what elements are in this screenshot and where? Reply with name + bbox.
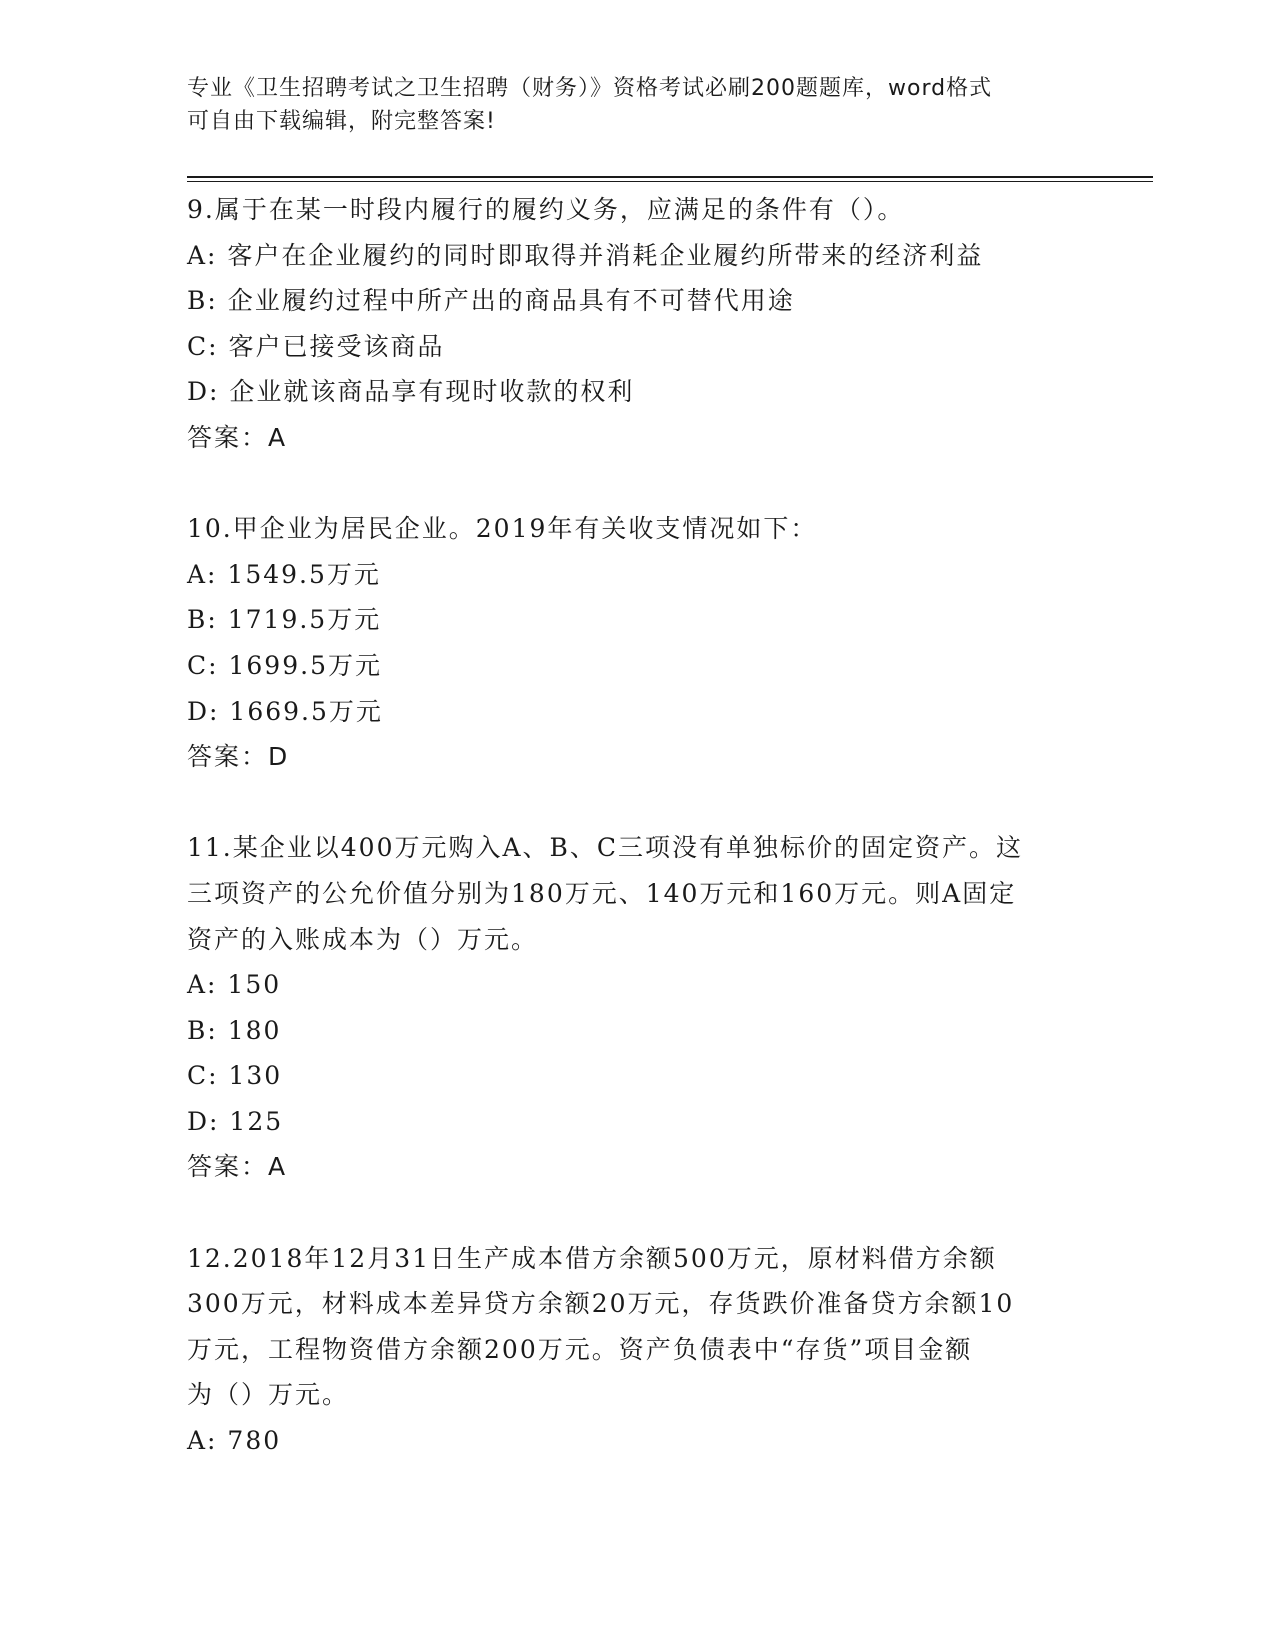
question-stem: 10.甲企业为居民企业。2019年有关收支情况如下： (187, 514, 818, 544)
option-d: D: 1669.5万元 (187, 696, 383, 726)
answer-label: 答案：A (187, 422, 288, 452)
header-line-2: 可自由下载编辑，附完整答案! (187, 109, 496, 134)
question-stem-line: 12.2018年12月31日生产成本借方余额500万元，原材料借方余额 (187, 1243, 997, 1273)
document-header (187, 72, 1067, 138)
option-a: A: 150 (187, 970, 282, 1000)
option-c: C: 客户已接受该商品 (187, 331, 445, 361)
option-d: D: 125 (187, 1106, 284, 1136)
question-stem-line: 三项资产的公允价值分别为180万元、140万元和160万元。则A固定 (187, 878, 1017, 908)
header-divider-thin (187, 181, 1153, 182)
question-list (187, 187, 1087, 1464)
question-10 (187, 506, 1087, 780)
option-d: D: 企业就该商品享有现时收款的权利 (187, 377, 635, 407)
option-c: C: 1699.5万元 (187, 650, 382, 680)
header-line-1: 专业《卫生招聘考试之卫生招聘（财务）》资格考试必刷200题题库，word格式 (187, 76, 993, 101)
question-spacer (187, 1190, 1087, 1236)
question-stem-line: 资产的入账成本为（）万元。 (187, 924, 539, 954)
header-divider-thick (187, 176, 1153, 178)
question-stem-line: 万元，工程物资借方余额200万元。资产负债表中“存货”项目金额 (187, 1334, 973, 1364)
option-b: B: 1719.5万元 (187, 605, 382, 635)
answer-label: 答案：A (187, 1152, 288, 1182)
question-stem-line: 300万元，材料成本差异贷方余额20万元，存货跌价准备贷方余额10 (187, 1289, 1015, 1319)
option-a: A: 780 (187, 1426, 282, 1456)
question-9 (187, 187, 1087, 461)
option-a: A: 客户在企业履约的同时即取得并消耗企业履约所带来的经济利益 (187, 240, 984, 270)
option-b: B: 180 (187, 1015, 282, 1045)
option-b: B: 企业履约过程中所产出的商品具有不可替代用途 (187, 286, 795, 316)
question-12 (187, 1236, 1087, 1464)
question-stem-line: 为（）万元。 (187, 1380, 350, 1410)
question-11 (187, 825, 1087, 1190)
question-spacer (187, 780, 1087, 826)
answer-label: 答案：D (187, 742, 290, 772)
question-stem: 9.属于在某一时段内履行的履约义务，应满足的条件有（）。 (187, 195, 905, 224)
question-stem-line: 11.某企业以400万元购入A、B、C三项没有单独标价的固定资产。这 (187, 833, 1024, 863)
option-a: A: 1549.5万元 (187, 559, 381, 589)
question-spacer (187, 461, 1087, 507)
option-c: C: 130 (187, 1061, 283, 1091)
